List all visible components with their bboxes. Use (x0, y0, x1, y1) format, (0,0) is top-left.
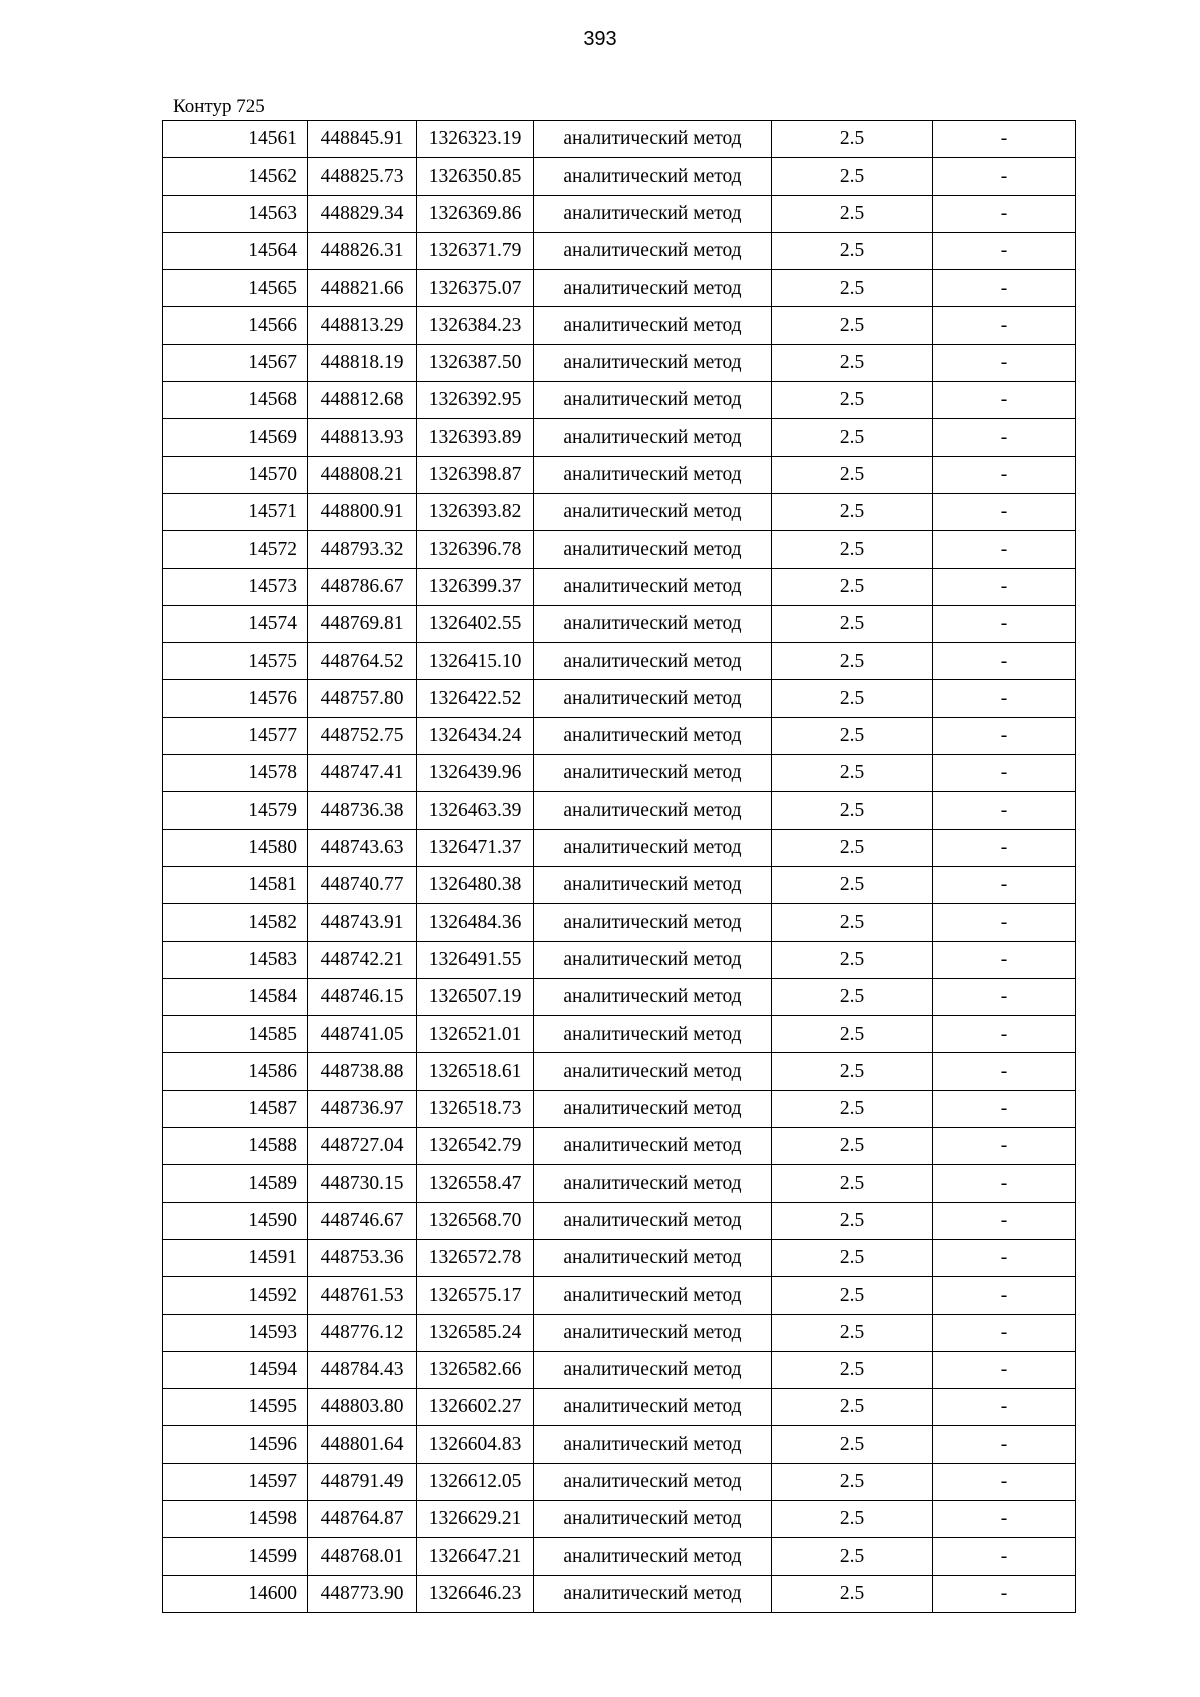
table-row (163, 904, 1076, 941)
table-row (163, 941, 1076, 978)
accuracy-cell: 2.5 (772, 270, 933, 307)
x-coordinate-cell: 448727.04 (308, 1128, 417, 1165)
point-number-cell: 14588 (163, 1128, 308, 1165)
accuracy-cell: 2.5 (772, 941, 933, 978)
note-cell: - (933, 643, 1076, 680)
note-cell: - (933, 1202, 1076, 1239)
accuracy-cell: 2.5 (772, 1389, 933, 1426)
accuracy-cell: 2.5 (772, 344, 933, 381)
y-coordinate-cell: 1326384.23 (417, 307, 534, 344)
accuracy-cell: 2.5 (772, 1016, 933, 1053)
method-cell: аналитический метод (534, 270, 772, 307)
x-coordinate-cell: 448747.41 (308, 755, 417, 792)
y-coordinate-cell: 1326612.05 (417, 1463, 534, 1500)
method-cell: аналитический метод (534, 1463, 772, 1500)
note-cell: - (933, 531, 1076, 568)
method-cell: аналитический метод (534, 531, 772, 568)
method-cell: аналитический метод (534, 866, 772, 903)
accuracy-cell: 2.5 (772, 1239, 933, 1276)
x-coordinate-cell: 448813.29 (308, 307, 417, 344)
y-coordinate-cell: 1326463.39 (417, 792, 534, 829)
point-number-cell: 14561 (163, 121, 308, 158)
method-cell: аналитический метод (534, 792, 772, 829)
point-number-cell: 14586 (163, 1053, 308, 1090)
accuracy-cell: 2.5 (772, 755, 933, 792)
accuracy-cell: 2.5 (772, 158, 933, 195)
y-coordinate-cell: 1326439.96 (417, 755, 534, 792)
y-coordinate-cell: 1326387.50 (417, 344, 534, 381)
method-cell: аналитический метод (534, 1500, 772, 1537)
table-row (163, 717, 1076, 754)
x-coordinate-cell: 448845.91 (308, 121, 417, 158)
table-row (163, 643, 1076, 680)
y-coordinate-cell: 1326402.55 (417, 605, 534, 642)
point-number-cell: 14566 (163, 307, 308, 344)
point-number-cell: 14571 (163, 493, 308, 530)
note-cell: - (933, 1351, 1076, 1388)
y-coordinate-cell: 1326375.07 (417, 270, 534, 307)
accuracy-cell: 2.5 (772, 307, 933, 344)
point-number-cell: 14576 (163, 680, 308, 717)
point-number-cell: 14592 (163, 1277, 308, 1314)
point-number-cell: 14591 (163, 1239, 308, 1276)
point-number-cell: 14600 (163, 1575, 308, 1612)
page-number: 393 (583, 28, 617, 50)
contour-label: Контур 725 (173, 96, 265, 117)
method-cell: аналитический метод (534, 755, 772, 792)
table-row (163, 1128, 1076, 1165)
x-coordinate-cell: 448825.73 (308, 158, 417, 195)
x-coordinate-cell: 448818.19 (308, 344, 417, 381)
table-row (163, 1202, 1076, 1239)
point-number-cell: 14568 (163, 382, 308, 419)
method-cell: аналитический метод (534, 1575, 772, 1612)
y-coordinate-cell: 1326572.78 (417, 1239, 534, 1276)
x-coordinate-cell: 448813.93 (308, 419, 417, 456)
note-cell: - (933, 792, 1076, 829)
note-cell: - (933, 1463, 1076, 1500)
method-cell: аналитический метод (534, 941, 772, 978)
note-cell: - (933, 158, 1076, 195)
point-number-cell: 14593 (163, 1314, 308, 1351)
accuracy-cell: 2.5 (772, 829, 933, 866)
point-number-cell: 14581 (163, 866, 308, 903)
y-coordinate-cell: 1326484.36 (417, 904, 534, 941)
method-cell: аналитический метод (534, 382, 772, 419)
point-number-cell: 14589 (163, 1165, 308, 1202)
accuracy-cell: 2.5 (772, 232, 933, 269)
x-coordinate-cell: 448764.87 (308, 1500, 417, 1537)
accuracy-cell: 2.5 (772, 1538, 933, 1575)
accuracy-cell: 2.5 (772, 1202, 933, 1239)
point-number-cell: 14584 (163, 978, 308, 1015)
x-coordinate-cell: 448801.64 (308, 1426, 417, 1463)
method-cell: аналитический метод (534, 680, 772, 717)
method-cell: аналитический метод (534, 1239, 772, 1276)
table-row (163, 1426, 1076, 1463)
accuracy-cell: 2.5 (772, 1463, 933, 1500)
note-cell: - (933, 1314, 1076, 1351)
method-cell: аналитический метод (534, 904, 772, 941)
y-coordinate-cell: 1326507.19 (417, 978, 534, 1015)
method-cell: аналитический метод (534, 1351, 772, 1388)
table-row (163, 1277, 1076, 1314)
x-coordinate-cell: 448803.80 (308, 1389, 417, 1426)
x-coordinate-cell: 448808.21 (308, 456, 417, 493)
accuracy-cell: 2.5 (772, 1277, 933, 1314)
note-cell: - (933, 1053, 1076, 1090)
point-number-cell: 14579 (163, 792, 308, 829)
y-coordinate-cell: 1326393.82 (417, 493, 534, 530)
y-coordinate-cell: 1326558.47 (417, 1165, 534, 1202)
table-row (163, 1389, 1076, 1426)
accuracy-cell: 2.5 (772, 121, 933, 158)
note-cell: - (933, 1016, 1076, 1053)
method-cell: аналитический метод (534, 568, 772, 605)
table-row (163, 158, 1076, 195)
accuracy-cell: 2.5 (772, 419, 933, 456)
x-coordinate-cell: 448786.67 (308, 568, 417, 605)
method-cell: аналитический метод (534, 1016, 772, 1053)
point-number-cell: 14597 (163, 1463, 308, 1500)
accuracy-cell: 2.5 (772, 717, 933, 754)
y-coordinate-cell: 1326480.38 (417, 866, 534, 903)
table-row (163, 1016, 1076, 1053)
point-number-cell: 14567 (163, 344, 308, 381)
table-row (163, 195, 1076, 232)
method-cell: аналитический метод (534, 456, 772, 493)
y-coordinate-cell: 1326521.01 (417, 1016, 534, 1053)
table-row (163, 1090, 1076, 1127)
note-cell: - (933, 904, 1076, 941)
x-coordinate-cell: 448746.15 (308, 978, 417, 1015)
table-row (163, 1053, 1076, 1090)
note-cell: - (933, 978, 1076, 1015)
point-number-cell: 14585 (163, 1016, 308, 1053)
x-coordinate-cell: 448743.63 (308, 829, 417, 866)
note-cell: - (933, 382, 1076, 419)
accuracy-cell: 2.5 (772, 493, 933, 530)
y-coordinate-cell: 1326568.70 (417, 1202, 534, 1239)
method-cell: аналитический метод (534, 158, 772, 195)
method-cell: аналитический метод (534, 1128, 772, 1165)
note-cell: - (933, 1090, 1076, 1127)
point-number-cell: 14580 (163, 829, 308, 866)
accuracy-cell: 2.5 (772, 1128, 933, 1165)
x-coordinate-cell: 448746.67 (308, 1202, 417, 1239)
note-cell: - (933, 941, 1076, 978)
x-coordinate-cell: 448738.88 (308, 1053, 417, 1090)
method-cell: аналитический метод (534, 419, 772, 456)
table-row (163, 605, 1076, 642)
note-cell: - (933, 866, 1076, 903)
note-cell: - (933, 1426, 1076, 1463)
table-row (163, 792, 1076, 829)
y-coordinate-cell: 1326575.17 (417, 1277, 534, 1314)
table-row (163, 531, 1076, 568)
y-coordinate-cell: 1326392.95 (417, 382, 534, 419)
x-coordinate-cell: 448736.97 (308, 1090, 417, 1127)
note-cell: - (933, 493, 1076, 530)
table-row (163, 1165, 1076, 1202)
accuracy-cell: 2.5 (772, 531, 933, 568)
point-number-cell: 14599 (163, 1538, 308, 1575)
accuracy-cell: 2.5 (772, 1575, 933, 1612)
table-row (163, 568, 1076, 605)
x-coordinate-cell: 448769.81 (308, 605, 417, 642)
y-coordinate-cell: 1326434.24 (417, 717, 534, 754)
y-coordinate-cell: 1326585.24 (417, 1314, 534, 1351)
method-cell: аналитический метод (534, 307, 772, 344)
point-number-cell: 14572 (163, 531, 308, 568)
point-number-cell: 14587 (163, 1090, 308, 1127)
method-cell: аналитический метод (534, 717, 772, 754)
table-row (163, 1538, 1076, 1575)
y-coordinate-cell: 1326415.10 (417, 643, 534, 680)
y-coordinate-cell: 1326518.61 (417, 1053, 534, 1090)
table-row (163, 1500, 1076, 1537)
x-coordinate-cell: 448730.15 (308, 1165, 417, 1202)
note-cell: - (933, 1389, 1076, 1426)
note-cell: - (933, 1128, 1076, 1165)
method-cell: аналитический метод (534, 1389, 772, 1426)
method-cell: аналитический метод (534, 1165, 772, 1202)
table-row (163, 680, 1076, 717)
x-coordinate-cell: 448743.91 (308, 904, 417, 941)
accuracy-cell: 2.5 (772, 1351, 933, 1388)
accuracy-cell: 2.5 (772, 1165, 933, 1202)
point-number-cell: 14573 (163, 568, 308, 605)
y-coordinate-cell: 1326323.19 (417, 121, 534, 158)
note-cell: - (933, 1538, 1076, 1575)
x-coordinate-cell: 448742.21 (308, 941, 417, 978)
method-cell: аналитический метод (534, 605, 772, 642)
y-coordinate-cell: 1326398.87 (417, 456, 534, 493)
note-cell: - (933, 1575, 1076, 1612)
accuracy-cell: 2.5 (772, 1426, 933, 1463)
note-cell: - (933, 344, 1076, 381)
point-number-cell: 14595 (163, 1389, 308, 1426)
point-number-cell: 14569 (163, 419, 308, 456)
table-row (163, 866, 1076, 903)
point-number-cell: 14563 (163, 195, 308, 232)
accuracy-cell: 2.5 (772, 195, 933, 232)
point-number-cell: 14578 (163, 755, 308, 792)
y-coordinate-cell: 1326350.85 (417, 158, 534, 195)
table-row (163, 270, 1076, 307)
point-number-cell: 14577 (163, 717, 308, 754)
x-coordinate-cell: 448761.53 (308, 1277, 417, 1314)
point-number-cell: 14583 (163, 941, 308, 978)
x-coordinate-cell: 448776.12 (308, 1314, 417, 1351)
y-coordinate-cell: 1326582.66 (417, 1351, 534, 1388)
table-row (163, 1463, 1076, 1500)
table-row (163, 344, 1076, 381)
x-coordinate-cell: 448741.05 (308, 1016, 417, 1053)
method-cell: аналитический метод (534, 1053, 772, 1090)
point-number-cell: 14570 (163, 456, 308, 493)
x-coordinate-cell: 448773.90 (308, 1575, 417, 1612)
note-cell: - (933, 680, 1076, 717)
y-coordinate-cell: 1326647.21 (417, 1538, 534, 1575)
note-cell: - (933, 1165, 1076, 1202)
accuracy-cell: 2.5 (772, 792, 933, 829)
table-row (163, 1239, 1076, 1276)
coordinates-table (162, 120, 1076, 1613)
accuracy-cell: 2.5 (772, 866, 933, 903)
note-cell: - (933, 755, 1076, 792)
method-cell: аналитический метод (534, 232, 772, 269)
x-coordinate-cell: 448768.01 (308, 1538, 417, 1575)
point-number-cell: 14596 (163, 1426, 308, 1463)
accuracy-cell: 2.5 (772, 1053, 933, 1090)
method-cell: аналитический метод (534, 1538, 772, 1575)
y-coordinate-cell: 1326518.73 (417, 1090, 534, 1127)
accuracy-cell: 2.5 (772, 605, 933, 642)
x-coordinate-cell: 448793.32 (308, 531, 417, 568)
table-row (163, 1575, 1076, 1612)
table-row (163, 755, 1076, 792)
table-row (163, 829, 1076, 866)
note-cell: - (933, 1500, 1076, 1537)
note-cell: - (933, 307, 1076, 344)
point-number-cell: 14565 (163, 270, 308, 307)
y-coordinate-cell: 1326629.21 (417, 1500, 534, 1537)
x-coordinate-cell: 448740.77 (308, 866, 417, 903)
note-cell: - (933, 829, 1076, 866)
method-cell: аналитический метод (534, 1314, 772, 1351)
point-number-cell: 14590 (163, 1202, 308, 1239)
y-coordinate-cell: 1326396.78 (417, 531, 534, 568)
note-cell: - (933, 232, 1076, 269)
method-cell: аналитический метод (534, 121, 772, 158)
accuracy-cell: 2.5 (772, 1090, 933, 1127)
x-coordinate-cell: 448826.31 (308, 232, 417, 269)
method-cell: аналитический метод (534, 1090, 772, 1127)
point-number-cell: 14575 (163, 643, 308, 680)
note-cell: - (933, 605, 1076, 642)
y-coordinate-cell: 1326604.83 (417, 1426, 534, 1463)
y-coordinate-cell: 1326646.23 (417, 1575, 534, 1612)
accuracy-cell: 2.5 (772, 568, 933, 605)
table-row (163, 1314, 1076, 1351)
table-row (163, 307, 1076, 344)
method-cell: аналитический метод (534, 1426, 772, 1463)
accuracy-cell: 2.5 (772, 1314, 933, 1351)
accuracy-cell: 2.5 (772, 1500, 933, 1537)
x-coordinate-cell: 448791.49 (308, 1463, 417, 1500)
table-row (163, 121, 1076, 158)
x-coordinate-cell: 448753.36 (308, 1239, 417, 1276)
note-cell: - (933, 121, 1076, 158)
x-coordinate-cell: 448800.91 (308, 493, 417, 530)
note-cell: - (933, 717, 1076, 754)
accuracy-cell: 2.5 (772, 680, 933, 717)
x-coordinate-cell: 448812.68 (308, 382, 417, 419)
x-coordinate-cell: 448736.38 (308, 792, 417, 829)
method-cell: аналитический метод (534, 195, 772, 232)
x-coordinate-cell: 448752.75 (308, 717, 417, 754)
note-cell: - (933, 568, 1076, 605)
accuracy-cell: 2.5 (772, 904, 933, 941)
coordinates-table-body (163, 121, 1076, 1613)
x-coordinate-cell: 448821.66 (308, 270, 417, 307)
y-coordinate-cell: 1326422.52 (417, 680, 534, 717)
point-number-cell: 14562 (163, 158, 308, 195)
method-cell: аналитический метод (534, 829, 772, 866)
y-coordinate-cell: 1326471.37 (417, 829, 534, 866)
note-cell: - (933, 270, 1076, 307)
method-cell: аналитический метод (534, 493, 772, 530)
method-cell: аналитический метод (534, 643, 772, 680)
point-number-cell: 14564 (163, 232, 308, 269)
table-row (163, 1351, 1076, 1388)
note-cell: - (933, 195, 1076, 232)
accuracy-cell: 2.5 (772, 978, 933, 1015)
table-row (163, 493, 1076, 530)
note-cell: - (933, 419, 1076, 456)
method-cell: аналитический метод (534, 344, 772, 381)
x-coordinate-cell: 448784.43 (308, 1351, 417, 1388)
point-number-cell: 14574 (163, 605, 308, 642)
point-number-cell: 14594 (163, 1351, 308, 1388)
table-row (163, 232, 1076, 269)
method-cell: аналитический метод (534, 1202, 772, 1239)
y-coordinate-cell: 1326399.37 (417, 568, 534, 605)
table-row (163, 382, 1076, 419)
accuracy-cell: 2.5 (772, 643, 933, 680)
y-coordinate-cell: 1326393.89 (417, 419, 534, 456)
point-number-cell: 14598 (163, 1500, 308, 1537)
x-coordinate-cell: 448757.80 (308, 680, 417, 717)
note-cell: - (933, 1277, 1076, 1314)
y-coordinate-cell: 1326491.55 (417, 941, 534, 978)
y-coordinate-cell: 1326542.79 (417, 1128, 534, 1165)
point-number-cell: 14582 (163, 904, 308, 941)
y-coordinate-cell: 1326602.27 (417, 1389, 534, 1426)
x-coordinate-cell: 448764.52 (308, 643, 417, 680)
accuracy-cell: 2.5 (772, 382, 933, 419)
y-coordinate-cell: 1326371.79 (417, 232, 534, 269)
x-coordinate-cell: 448829.34 (308, 195, 417, 232)
accuracy-cell: 2.5 (772, 456, 933, 493)
y-coordinate-cell: 1326369.86 (417, 195, 534, 232)
note-cell: - (933, 456, 1076, 493)
method-cell: аналитический метод (534, 978, 772, 1015)
table-row (163, 456, 1076, 493)
note-cell: - (933, 1239, 1076, 1276)
method-cell: аналитический метод (534, 1277, 772, 1314)
table-row (163, 978, 1076, 1015)
table-row (163, 419, 1076, 456)
